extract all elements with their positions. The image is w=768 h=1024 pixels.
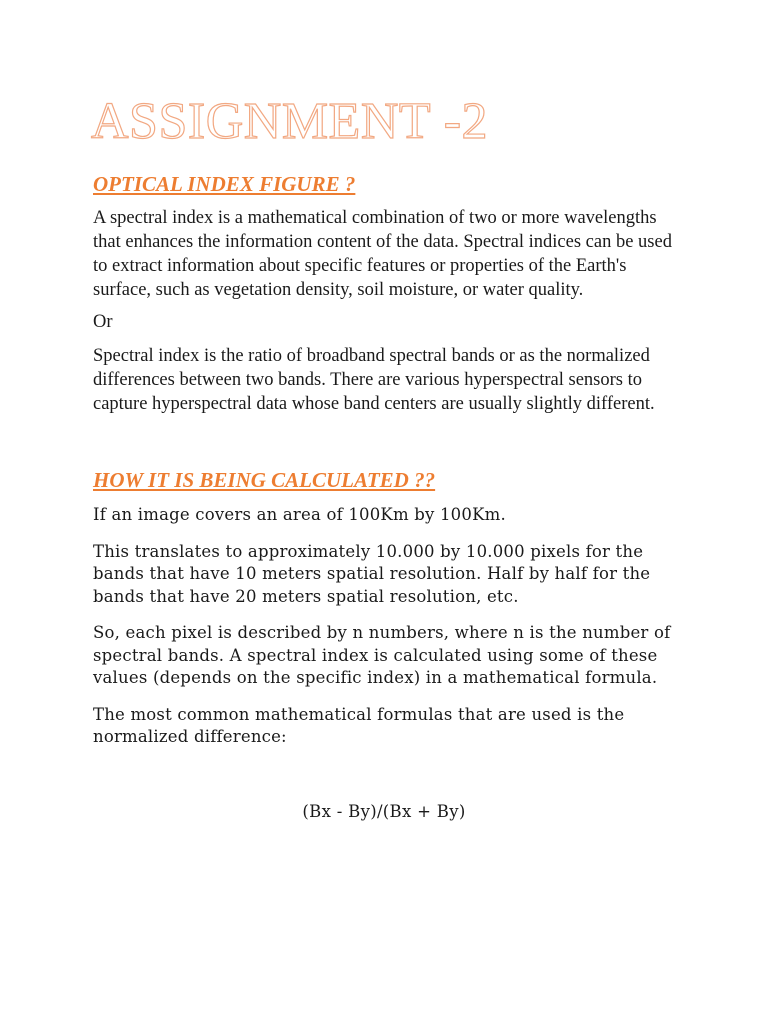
paragraph-pixel-translation: This translates to approximately 10.000 by 10.000 pixels for the bands that have 10 meters spatial resolution. Half by half for the bands that have 20 meters spatial resolution, etc. <box>93 541 651 606</box>
section-heading-optical-index: OPTICAL INDEX FIGURE ? <box>93 172 356 196</box>
formula: (Bx - By)/(Bx + By) <box>302 801 466 821</box>
paragraph-ratio-definition: Spectral index is the ratio of broadband spectral bands or as the normalized differences between two bands. There are various hyperspectral sensors to capture hyperspectral data whose band centers are usually slightly different. <box>93 346 655 414</box>
document-page <box>93 88 683 823</box>
paragraph-definition: A spectral index is a mathematical combination of two or more wavelengths that enhances the information content of the data. Spectral indices can be used to extract information about specific features or properties of the Earth's surface, such as vegetation density, soil moisture, or water quality. <box>93 208 672 300</box>
section-heading-calculation: HOW IT IS BEING CALCULATED ?? <box>93 468 436 492</box>
paragraph-normalized-difference: The most common mathematical formulas that are used is the normalized difference: <box>93 704 625 746</box>
paragraph-image-area: If an image covers an area of 100Km by 100Km. <box>93 505 506 524</box>
paragraph-pixel-description: So, each pixel is described by n numbers, where n is the number of spectral bands. A spectral index is calculated using some of these values (depends on the specific index) in a mathematical formula. <box>93 623 671 687</box>
document-title: ASSIGNMENT -2 <box>91 93 489 150</box>
or-separator: Or <box>93 312 113 332</box>
